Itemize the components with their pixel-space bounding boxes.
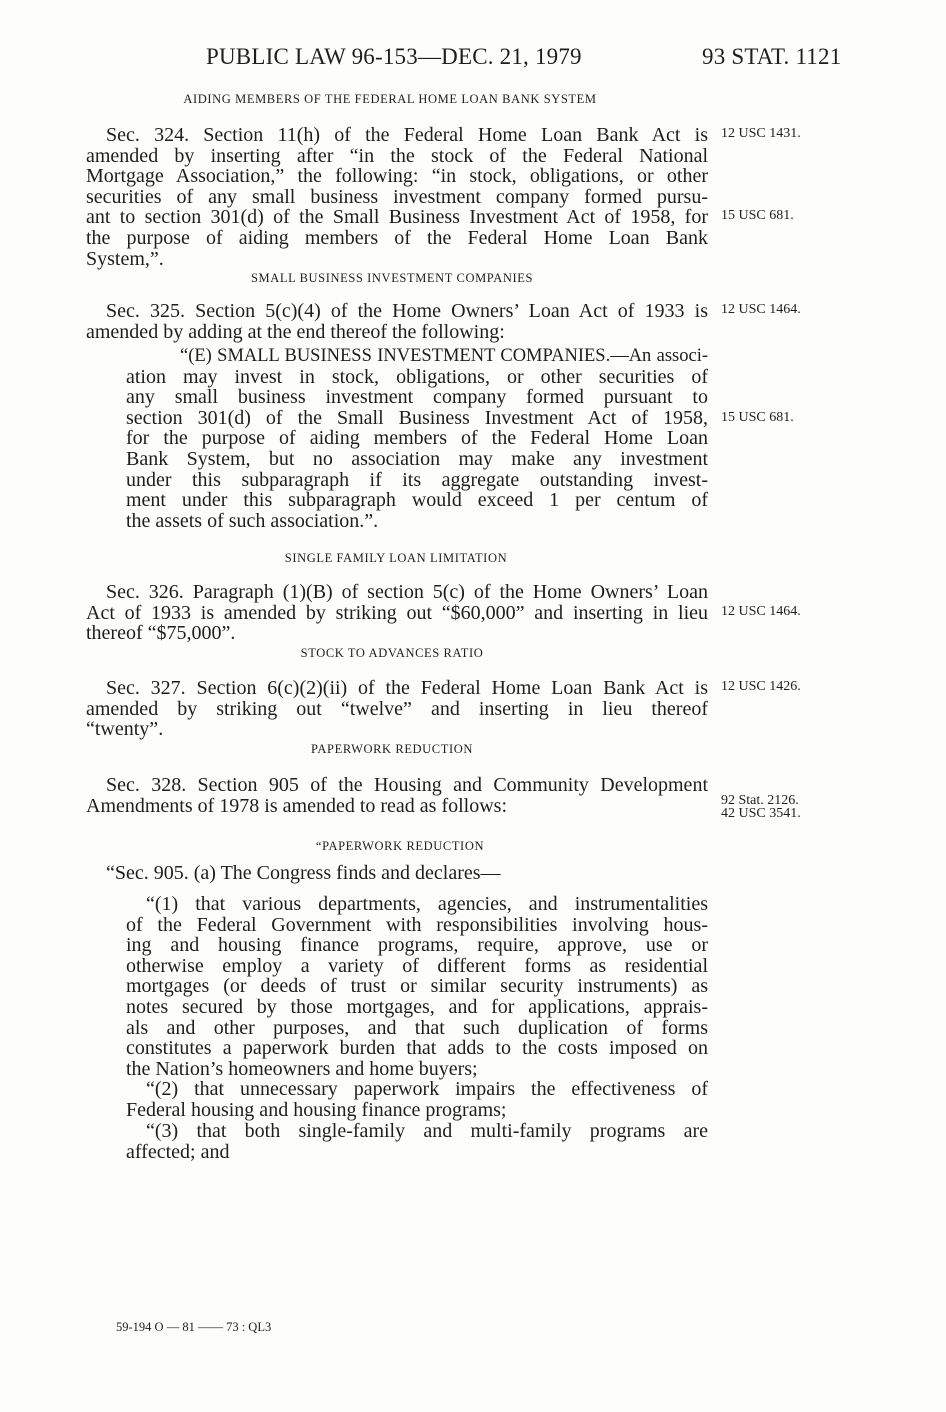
- running-head-right: 93 STAT. 1121: [702, 44, 842, 69]
- text-line: Sec. 324. Section 11(h) of the Federal Home Loan Bank Act is: [106, 124, 708, 146]
- text-line: “(3) that both single-family and multi-family programs are: [146, 1120, 708, 1142]
- section-heading: SMALL BUSINESS INVESTMENT COMPANIES: [250, 271, 534, 285]
- margin-note: 12 USC 1464.: [721, 604, 801, 619]
- text-line: affected; and: [126, 1140, 230, 1163]
- section-heading: AIDING MEMBERS OF THE FEDERAL HOME LOAN BANK SYSTEM: [183, 92, 597, 106]
- margin-note: 12 USC 1426.: [721, 679, 801, 694]
- section-heading: STOCK TO ADVANCES RATIO: [300, 646, 484, 660]
- margin-note: 15 USC 681.: [721, 410, 794, 425]
- text-line: Bank System, but no association may make any investment: [126, 448, 708, 470]
- text-line: ant to section 301(d) of the Small Business Investment Act of 1958, for: [86, 206, 708, 229]
- text-line: als and other purposes, and that such duplication of forms: [126, 1016, 708, 1039]
- text-line: Sec. 327. Section 6(c)(2)(ii) of the Federal Home Loan Bank Act is: [106, 677, 708, 699]
- text-line: securities of any small business investment company formed pursu-: [86, 185, 708, 208]
- text-line: notes secured by those mortgages, and for applications, apprais-: [126, 996, 708, 1018]
- text-line: under this subparagraph if its aggregate outstanding invest-: [126, 468, 708, 491]
- text-line: ing and housing finance programs, require, approve, use or: [126, 934, 708, 957]
- print-footer: 59-194 O — 81 —— 73 : QL3: [116, 1320, 272, 1334]
- text-line: Amendments of 1978 is amended to read as follows:: [86, 794, 508, 817]
- text-line: Act of 1933 is amended by striking out “$60,000” and inserting in lieu: [86, 601, 708, 624]
- text-line: Sec. 326. Paragraph (1)(B) of section 5(c) of the Home Owners’ Loan: [106, 581, 708, 603]
- margin-note: 15 USC 681.: [721, 208, 794, 223]
- text-line: mortgages (or deeds of trust or similar security instruments) as: [126, 975, 708, 998]
- text-line: “(2) that unnecessary paperwork impairs the effectiveness of: [146, 1078, 708, 1100]
- text-line: Federal housing and housing finance programs;: [126, 1098, 507, 1121]
- text-line: of the Federal Government with responsibilities involving hous-: [126, 913, 708, 936]
- text-line: the purpose of aiding members of the Federal Home Loan Bank: [86, 227, 708, 249]
- text-line: any small business investment company formed pursuant to: [126, 386, 708, 409]
- margin-note: 92 Stat. 2126.: [721, 793, 799, 808]
- text-line: “Sec. 905. (a) The Congress finds and declares—: [106, 862, 501, 884]
- text-line: “(E) SMALL BUSINESS INVESTMENT COMPANIES.—An associ-: [180, 346, 708, 366]
- margin-note: 42 USC 3541.: [721, 806, 801, 821]
- text-line: the Nation’s homeowners and home buyers;: [126, 1057, 478, 1080]
- text-line: otherwise employ a variety of different forms as residential: [126, 954, 708, 977]
- text-line: Mortgage Association,” the following: “in stock, obligations, or other: [86, 165, 708, 188]
- text-line: Sec. 325. Section 5(c)(4) of the Home Owners’ Loan Act of 1933 is: [106, 300, 708, 322]
- text-line: “twenty”.: [86, 718, 164, 741]
- text-line: section 301(d) of the Small Business Investment Act of 1958,: [126, 406, 708, 429]
- running-head-left: PUBLIC LAW 96-153—DEC. 21, 1979: [206, 44, 582, 69]
- margin-note: 12 USC 1464.: [721, 302, 801, 317]
- text-line: amended by adding at the end thereof the following:: [86, 320, 505, 343]
- text-line: ation may invest in stock, obligations, or other securities of: [126, 365, 708, 388]
- section-heading: PAPERWORK REDUCTION: [311, 742, 473, 756]
- text-line: ment under this subparagraph would exceed 1 per centum of: [126, 489, 708, 512]
- text-line: System,”.: [86, 247, 164, 270]
- text-line: constitutes a paperwork burden that adds to the costs imposed on: [126, 1037, 708, 1060]
- text-line: amended by inserting after “in the stock of the Federal National: [86, 144, 708, 167]
- text-line: amended by striking out “twelve” and inserting in lieu thereof: [86, 697, 708, 720]
- text-line: the assets of such association.”.: [126, 509, 379, 532]
- text-line: “(1) that various departments, agencies, and instrumentalities: [146, 893, 708, 915]
- section-heading: “PAPERWORK REDUCTION: [315, 839, 485, 853]
- section-heading: SINGLE FAMILY LOAN LIMITATION: [284, 551, 508, 565]
- text-line: for the purpose of aiding members of the Federal Home Loan: [126, 427, 708, 450]
- text-line: thereof “$75,000”.: [86, 622, 236, 645]
- text-line: Sec. 328. Section 905 of the Housing and Community Development: [106, 774, 708, 796]
- margin-note: 12 USC 1431.: [721, 126, 801, 141]
